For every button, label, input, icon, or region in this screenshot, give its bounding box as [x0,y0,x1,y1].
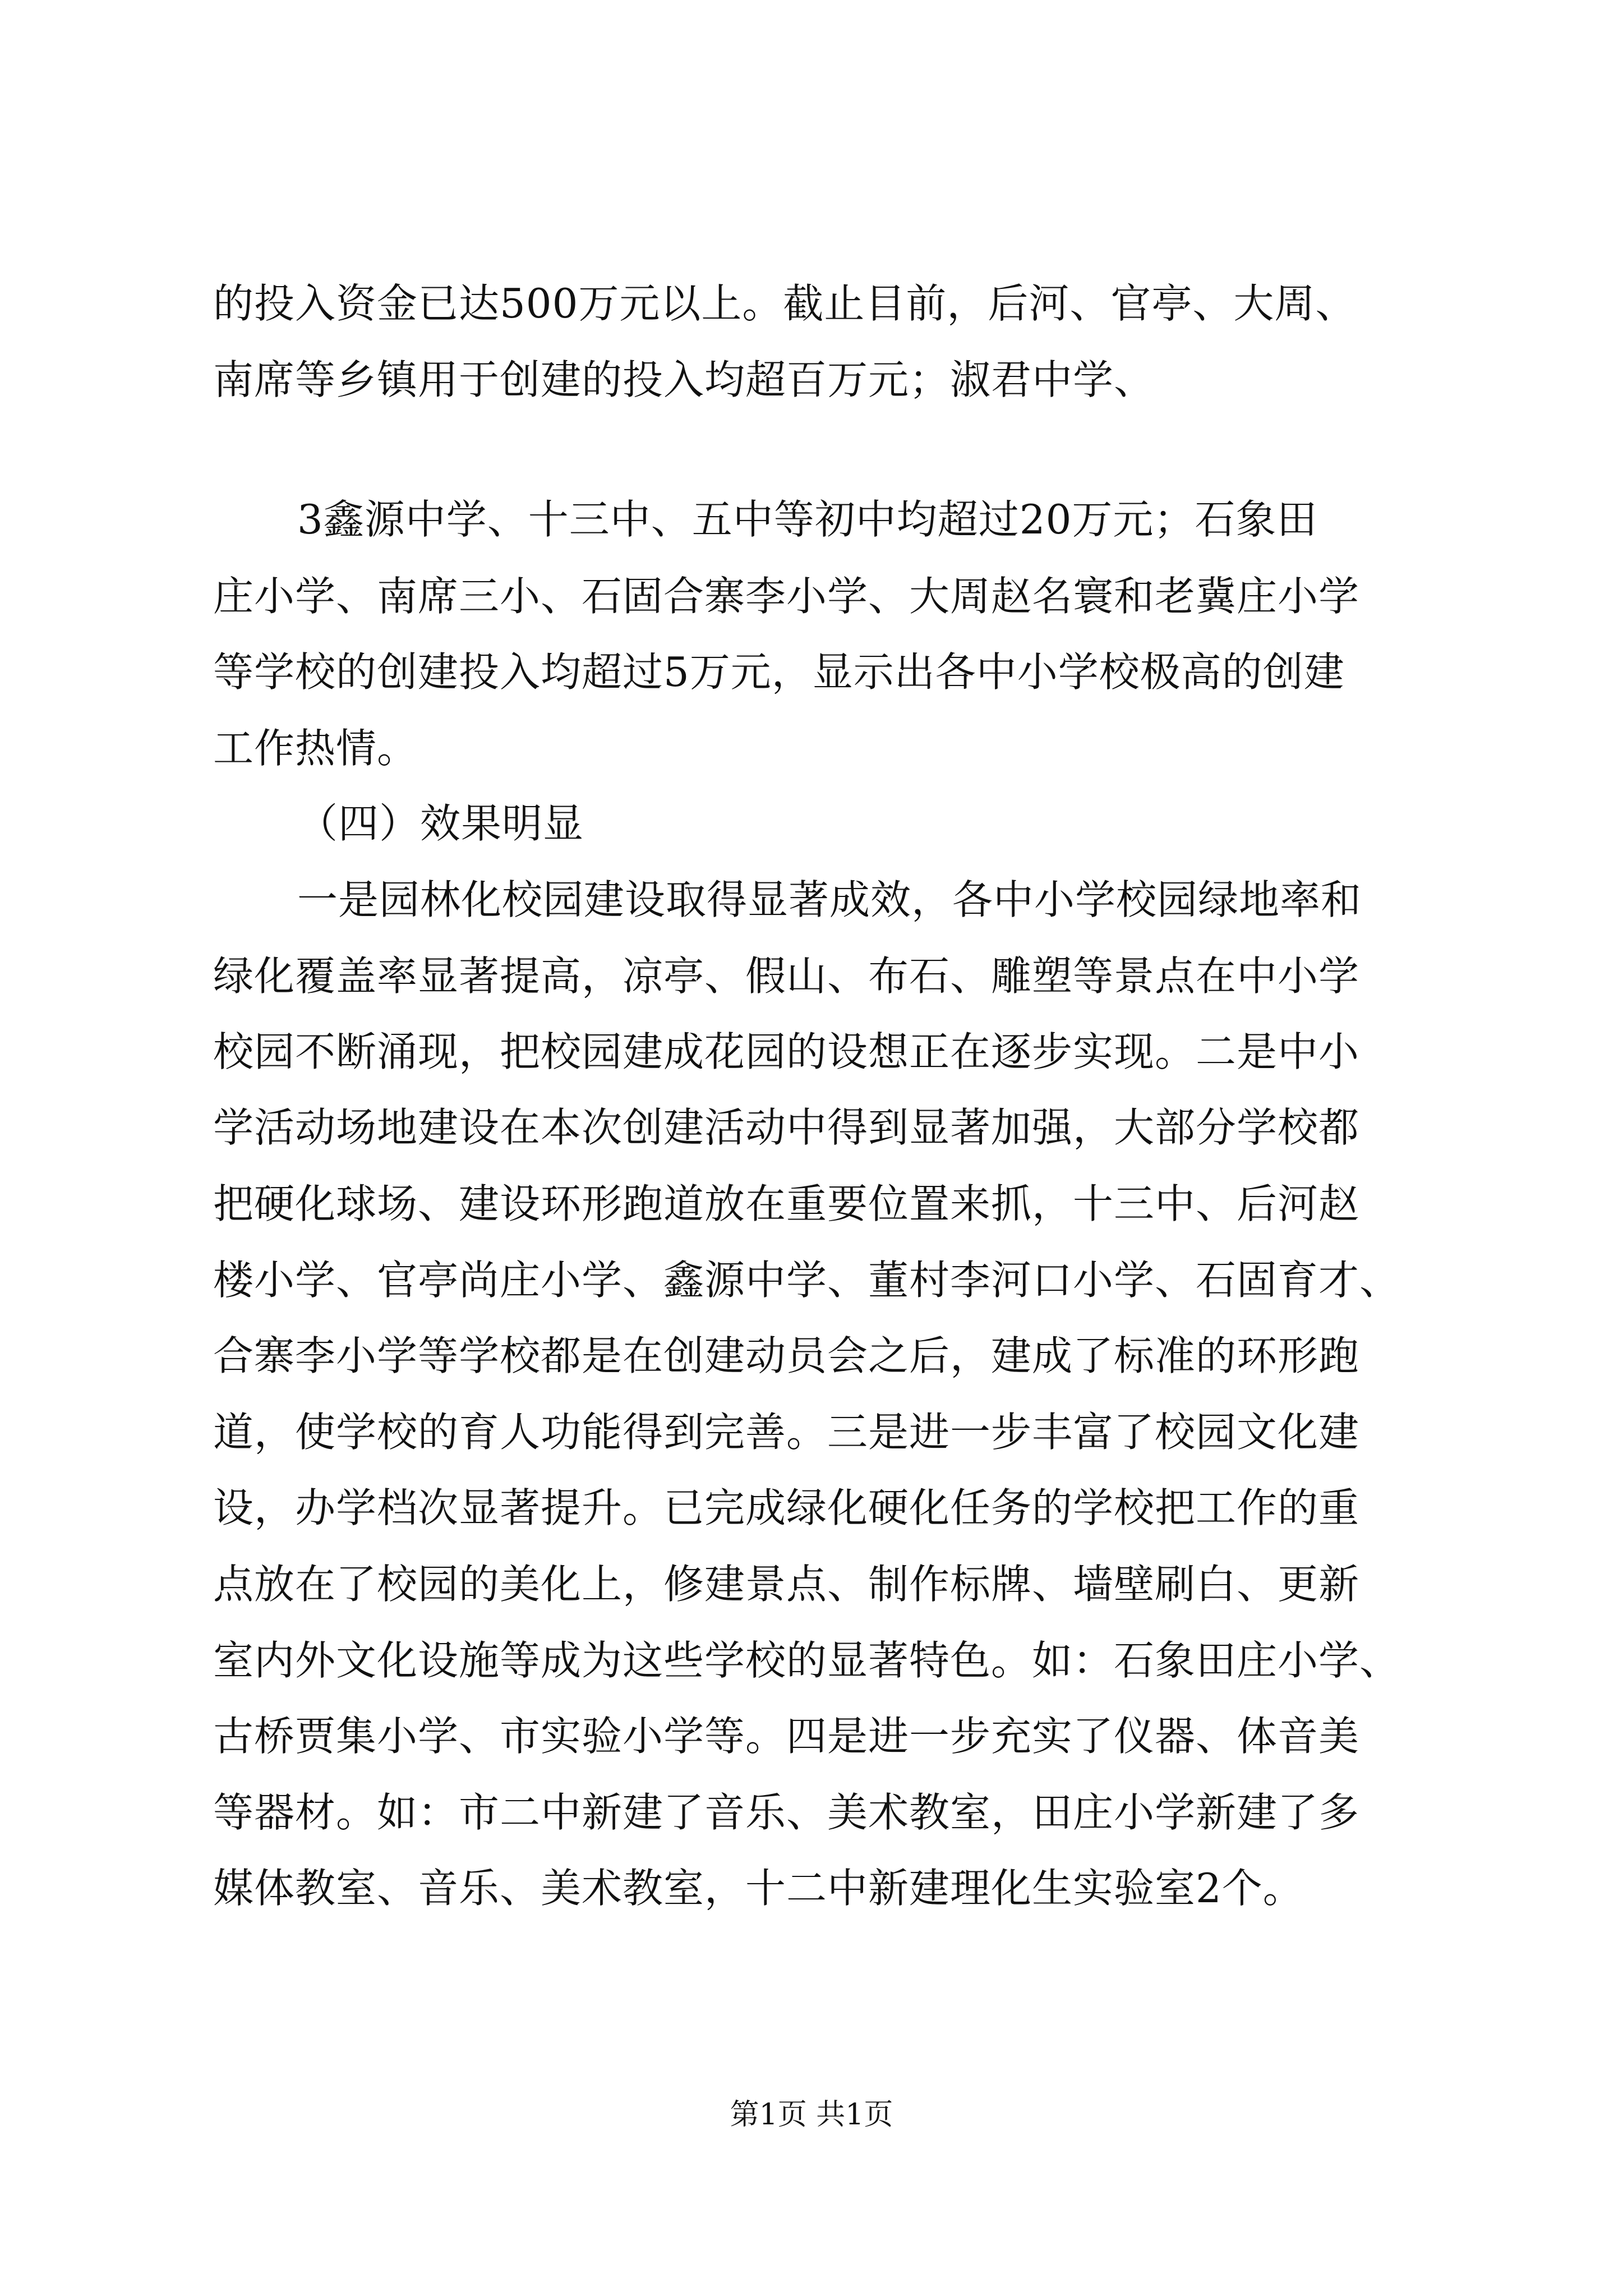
text-line: 等器材。如：市二中新建了音乐、美术教室，田庄小学新建了多 [213,1789,1360,1836]
text-line: 把硬化球场、建设环形跑道放在重要位置来抓，十三中、后河赵 [213,1180,1360,1227]
text-line: 合寨李小学等学校都是在创建动员会之后，建成了标准的环形跑 [213,1332,1360,1379]
text-line: 工作热情。 [213,725,418,772]
page-footer: 第1页 共1页 [730,2098,893,2132]
text-line: 设，办学档次显著提升。已完成绿化硬化任务的学校把工作的重 [213,1484,1360,1531]
text-line: 庄小学、南席三小、石固合寨李小学、大周赵名寰和老冀庄小学 [213,573,1360,620]
text-line: 楼小学、官亭尚庄小学、鑫源中学、董村李河口小学、石固育才、 [213,1257,1401,1304]
text-line: 绿化覆盖率显著提高，凉亭、假山、布石、雕塑等景点在中小学 [213,953,1360,1000]
text-line: 的投入资金已达500万元以上。截止目前，后河、官亭、大周、 [213,280,1357,327]
text-line: 道，使学校的育人功能得到完善。三是进一步丰富了校园文化建 [213,1409,1360,1456]
text-line: 古桥贾集小学、市实验小学等。四是进一步充实了仪器、体音美 [213,1713,1360,1760]
text-line: 点放在了校园的美化上，修建景点、制作标牌、墙壁刷白、更新 [213,1561,1360,1608]
text-line: 校园不断涌现，把校园建成花园的设想正在逐步实现。二是中小 [213,1028,1360,1075]
text-line: 媒体教室、音乐、美术教室，十二中新建理化生实验室2个。 [213,1865,1304,1912]
section-heading: （四）效果明显 [297,800,584,847]
text-line: 等学校的创建投入均超过5万元，显示出各中小学校极高的创建 [213,648,1345,696]
text-line: 室内外文化设施等成为这些学校的显著特色。如：石象田庄小学、 [213,1637,1401,1684]
text-line: 南席等乡镇用于创建的投入均超百万元；淑君中学、 [213,356,1155,403]
text-line: 3鑫源中学、十三中、五中等初中均超过20万元；石象田 [297,496,1318,543]
text-line: 学活动场地建设在本次创建活动中得到显著加强，大部分学校都 [213,1104,1360,1151]
text-line: 一是园林化校园建设取得显著成效，各中小学校园绿地率和 [297,876,1362,923]
